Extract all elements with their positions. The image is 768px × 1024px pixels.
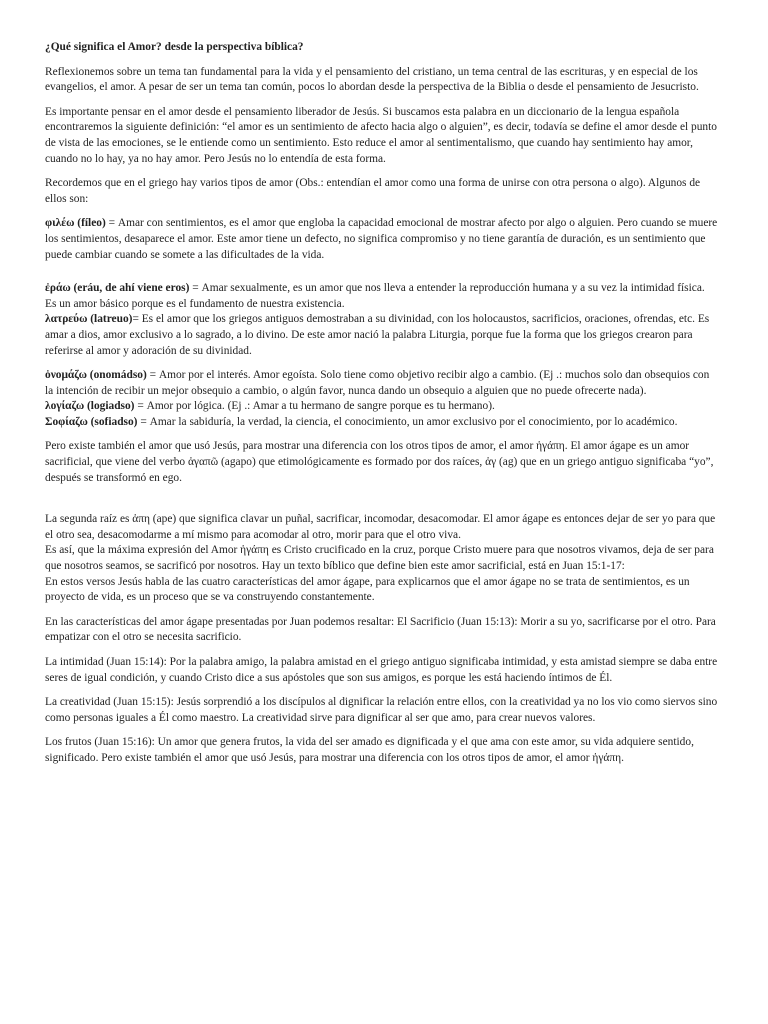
line-agape-verses: En estos versos Jesús habla de las cuatro características del amor ágape, para explicarnos que el amor ágape no se trata de sentimientos, es un proyecto de vida, es un proceso que se va construyendo constantemente. (45, 575, 690, 604)
paragraph-greek-types: Recordemos que en el griego hay varios tipos de amor (Obs.: entendían el amor como una forma de unirse con otra persona o algo). Algunos de ellos son: (45, 177, 701, 205)
text-onomazo: = Amor por el interés. Amor egoísta. Solo tiene como objetivo recibir algo a cambio. (Ej .: muchos solo dan obsequios con la intención de recibir un mejor obsequio a cambio, o algún favor, nunca dando un obsequio a alguien que no puede ofrecerte nada). (45, 369, 710, 397)
paragraph-frutos: Los frutos (Juan 15:16): Un amor que genera frutos, la vida del ser amado es dignificada y el que ama con este amor, su vida adquiere sentido, significado. Pero existe también el amor que usó Jesús, para mostrar una diferencia con los otros tipos de amor, el amor ἠγάπη. (45, 736, 694, 764)
text-sofizo: = Amar la sabiduría, la verdad, la ciencia, el conocimiento, un amor exclusivo por el conocimiento, por lo académico. (137, 415, 678, 428)
document-title: ¿Qué significa el Amor? desde la perspectiva bíblica? (45, 41, 304, 53)
line-erao (45, 281, 718, 312)
paragraph-phileo (45, 216, 718, 263)
text-logizo: = Amor por lógica. (Ej .: Amar a tu hermano de sangre porque es tu hermano). (134, 400, 495, 413)
term-logizo: λογίαζω (logiadso) (45, 400, 135, 413)
term-phileo: φιλέω (fíleo) (45, 217, 106, 230)
text-phileo: = Amar con sentimientos, es el amor que engloba la capacidad emocional de mostrar afecto por algo o alguien. Pero cuando se muere los sentimientos, desaparece el amor. Este amor tiene un defecto, no significa compromiso y no tiene garantía de duración, es un sentimiento que puede cambiar cuando se somete a las dificultades de la vida. (45, 217, 718, 261)
text-latreuo: = Es el amor que los griegos antiguos demostraban a su divinidad, con los holocaustos, sacrificios, oraciones, ofrendas, etc. Es amar a dios, amor exclusivo a lo sagrado, a lo divino. De este amor nació la palabra Liturgia, porque fue la forma que los griegos crearon para referirse al amor y adoración de su divinidad. (45, 313, 710, 357)
paragraph-onomazo-logizo-sofizo (45, 368, 718, 430)
line-sofizo (45, 415, 718, 431)
line-agape-root: La segunda raíz es ἀπη (ape) que significa clavar un puñal, sacrificar, incomodar, desacomodar. El amor ágape es entonces dejar de ser yo para que el otro sea, desacomodarme a mí mismo para acomodar al otro, morir para que el otro viva. (45, 513, 716, 541)
line-latreuo (45, 312, 718, 359)
line-onomazo (45, 368, 718, 399)
line-logizo (45, 399, 718, 415)
term-onomazo: ὀνομάζω (onomádso) (45, 369, 147, 382)
paragraph-sacrificio: En las características del amor ágape presentadas por Juan podemos resaltar: El Sacrificio (Juan 15:13): Morir a su yo, sacrificarse por el otro. Para empatizar con el otro se necesita sacrificio. (45, 615, 716, 644)
paragraph-erao-latreuo (45, 281, 718, 359)
term-latreuo: λατρεύω (latreuo) (45, 313, 133, 326)
paragraph-agape-etymology: Pero existe también el amor que usó Jesús, para mostrar una diferencia con los otros tipos de amor, el amor ἠγάπη. El amor ágape es un amor sacrificial, que viene del verbo ἀγαπῶ (agapo) que etimológicamente es formado por dos raíces, ἀγ (ag) que en un griego antiguo significaba “yo”, después se transformó en ego. (45, 440, 714, 484)
paragraph-agape-sacrificial (45, 512, 718, 606)
term-erao: ἐράω (eráu, de ahí viene eros) (45, 282, 190, 295)
text-erao: = Amar sexualmente, es un amor que nos lleva a entender la reproducción humana y a su vez la intimidad física. Es un amor básico porque es el fundamento de nuestra existencia. (45, 282, 705, 310)
line-agape-christ: Es así, que la máxima expresión del Amor ἠγάπη es Cristo crucificado en la cruz, porque Cristo muere para que nosotros vivamos, deja de ser para que nosotros seamos, se sacrificó por nosotros. Hay un texto bíblico que define bien este amor sacrificial, está en Juan 15:1-17: (45, 544, 714, 573)
term-sofizo: Σοφίαζω (sofiadso) (45, 415, 138, 428)
paragraph-intimidad: La intimidad (Juan 15:14): Por la palabra amigo, la palabra amistad en el griego antiguo significaba intimidad, y esta amistad siempre se daba entre seres de igual condición, y cuando Cristo dice a sus apóstoles que son sus amigos, es porque les está haciendo íntimos de Él. (45, 656, 718, 684)
paragraph-intro: Reflexionemos sobre un tema tan fundamental para la vida y el pensamiento del cristiano, un tema central de las escrituras, y en especial de los evangelios, el amor. A pesar de ser un tema tan común, pocos lo abordan desde la perspectiva de la Biblia o desde el pensamiento de Jesucristo. (45, 65, 699, 94)
paragraph-definition: Es importante pensar en el amor desde el pensamiento liberador de Jesús. Si buscamos esta palabra en un diccionario de la lengua española encontraremos la siguiente definición: “el amor es un sentimiento de afecto hacia algo o alguien”, es decir, todavía se define el amor desde el punto de vista de las emociones, se le entiende como un sentimiento. Esto reduce el amor al sentimentalismo, que cuando hay sentimiento hay amor, cuando no lo hay, ya no hay amor. Pero Jesús no lo entendía de esta forma. (45, 105, 717, 165)
paragraph-creatividad: La creatividad (Juan 15:15): Jesús sorprendió a los discípulos al dignificar la relación entre ellos, con la creatividad ya no los vio como siervos sino como personas iguales a Él como maestro. La creatividad sirve para dignificar al ser que amo, para crear nuevos valores. (45, 696, 718, 724)
